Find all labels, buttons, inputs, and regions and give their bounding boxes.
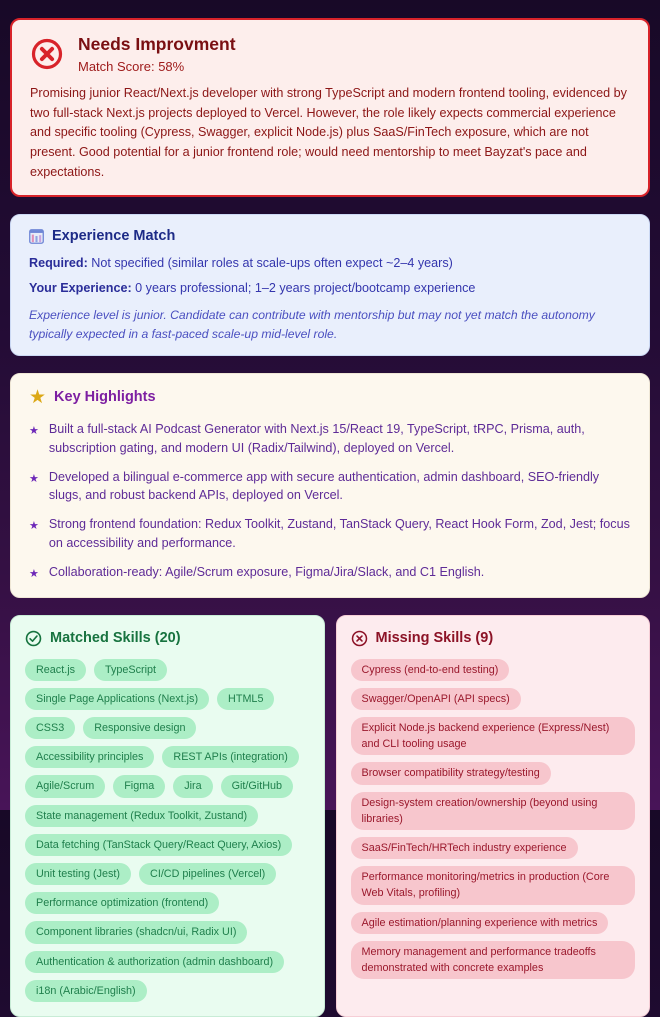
bar-chart-icon xyxy=(29,229,44,244)
highlight-item xyxy=(29,468,631,506)
matched-skill-chip: CI/CD pipelines (Vercel) xyxy=(139,863,276,885)
matched-skill-chip: HTML5 xyxy=(217,688,274,710)
matched-skill-chip: Unit testing (Jest) xyxy=(25,863,131,885)
experience-section-title xyxy=(29,228,631,244)
match-score: Match Score: 58% xyxy=(78,59,185,74)
missing-skill-chip: Agile estimation/planning experience with metrics xyxy=(351,912,609,934)
highlight-text: Collaboration-ready: Agile/Scrum exposure, Figma/Jira/Slack, and C1 English. xyxy=(48,565,485,580)
skills-row xyxy=(10,615,650,1017)
your-experience-label: Your Experience: xyxy=(29,281,132,296)
missing-skill-chip: Design-system creation/ownership (beyond using libraries) xyxy=(351,792,636,830)
missing-skill-chip: Swagger/OpenAPI (API specs) xyxy=(351,688,521,710)
missing-skills-chip-list xyxy=(351,659,636,979)
matched-skills-title-text: Matched Skills (20) xyxy=(50,630,181,647)
highlight-text: Developed a bilingual e-commerce app with secure authentication, admin dashboard, SEO-friendly slugs, and robust backend APIs, deployed on Vercel. xyxy=(48,469,600,503)
missing-skill-chip: Cypress (end-to-end testing) xyxy=(351,659,510,681)
star-bullet-icon: ★ xyxy=(29,568,39,581)
matched-skills-chip-list xyxy=(25,659,310,1002)
highlights-title-text: Key Highlights xyxy=(54,389,156,406)
matched-skill-chip: Data fetching (TanStack Query/React Query, Axios) xyxy=(25,834,292,856)
star-icon: ★ xyxy=(29,386,47,408)
matched-skill-chip: Agile/Scrum xyxy=(25,775,105,797)
summary-text: Promising junior React/Next.js developer with strong TypeScript and modern frontend tooling, evidenced by two full-stack Next.js projects deployed to Vercel. However, the role likely expects commercial experience and specific tooling (Cypress, Swagger, explicit Node.js) plus SaaS/FinTech exposure, which are not present. Good potential for a junior frontend role; would need mentorship to meet Bayzat's pace and expectations. xyxy=(30,86,627,179)
summary-header xyxy=(30,34,630,74)
matched-skill-chip: i18n (Arabic/English) xyxy=(25,980,147,1002)
summary-heading-block xyxy=(78,34,236,74)
verdict-title: Needs Improvment xyxy=(78,34,236,54)
experience-assessment-note: Experience level is junior. Candidate can contribute with mentorship but may not yet match the autonomy typically expected in a fast-paced scale-up mid-level role. xyxy=(29,308,595,341)
star-bullet-icon: ★ xyxy=(29,424,39,437)
missing-skill-chip: Browser compatibility strategy/testing xyxy=(351,762,551,784)
highlight-item xyxy=(29,515,631,553)
summary-card xyxy=(10,18,650,197)
matched-skill-chip: REST APIs (integration) xyxy=(162,746,298,768)
matched-skill-chip: Jira xyxy=(173,775,212,797)
required-value: Not specified (similar roles at scale-ups often expect ~2–4 years) xyxy=(87,256,453,271)
matched-skill-chip: Figma xyxy=(113,775,165,797)
highlight-text: Strong frontend foundation: Redux Toolkit, Zustand, TanStack Query, React Hook Form, Zod, Jest; focus on accessibility and performance. xyxy=(48,517,630,551)
your-experience-line xyxy=(29,281,631,295)
error-circle-icon xyxy=(30,37,64,71)
missing-skills-title-text: Missing Skills (9) xyxy=(375,630,494,647)
star-bullet-icon: ★ xyxy=(29,472,39,485)
matched-skills-title xyxy=(25,630,310,647)
matched-skill-chip: Git/GitHub xyxy=(221,775,293,797)
required-label: Required: xyxy=(29,256,88,271)
x-circle-icon xyxy=(351,630,368,647)
matched-skill-chip: TypeScript xyxy=(94,659,167,681)
matched-skill-chip: Component libraries (shadcn/ui, Radix UI) xyxy=(25,921,247,943)
missing-skills-title xyxy=(351,630,636,647)
matched-skill-chip: Single Page Applications (Next.js) xyxy=(25,688,209,710)
required-experience-line xyxy=(29,256,631,270)
experience-title-text: Experience Match xyxy=(52,228,176,245)
check-circle-icon xyxy=(25,630,42,647)
missing-skills-card xyxy=(336,615,651,1017)
highlight-item xyxy=(29,420,631,458)
missing-skill-chip: Memory management and performance tradeoffs demonstrated with concrete examples xyxy=(351,941,636,979)
matched-skill-chip: React.js xyxy=(25,659,86,681)
highlight-item xyxy=(29,563,631,583)
highlights-list xyxy=(29,420,631,583)
star-bullet-icon: ★ xyxy=(29,520,39,533)
your-experience-value: 0 years professional; 1–2 years project/bootcamp experience xyxy=(131,281,476,296)
matched-skill-chip: Performance optimization (frontend) xyxy=(25,892,219,914)
highlight-text: Built a full-stack AI Podcast Generator with Next.js 15/React 19, TypeScript, tRPC, Prisma, auth, subscription gating, and modern UI (Radix/Tailwind), deployed on Vercel. xyxy=(48,421,585,455)
matched-skills-card xyxy=(10,615,325,1017)
matched-skill-chip: State management (Redux Toolkit, Zustand) xyxy=(25,805,258,827)
matched-skill-chip: Authentication & authorization (admin dashboard) xyxy=(25,951,284,973)
highlights-section-title xyxy=(29,388,631,407)
matched-skill-chip: Accessibility principles xyxy=(25,746,154,768)
matched-skill-chip: Responsive design xyxy=(83,717,196,739)
matched-skill-chip: CSS3 xyxy=(25,717,75,739)
experience-match-card xyxy=(10,214,650,356)
missing-skill-chip: SaaS/FinTech/HRTech industry experience xyxy=(351,837,578,859)
missing-skill-chip: Performance monitoring/metrics in production (Core Web Vitals, profiling) xyxy=(351,866,636,904)
key-highlights-card xyxy=(10,373,650,598)
missing-skill-chip: Explicit Node.js backend experience (Express/Nest) and CLI tooling usage xyxy=(351,717,636,755)
